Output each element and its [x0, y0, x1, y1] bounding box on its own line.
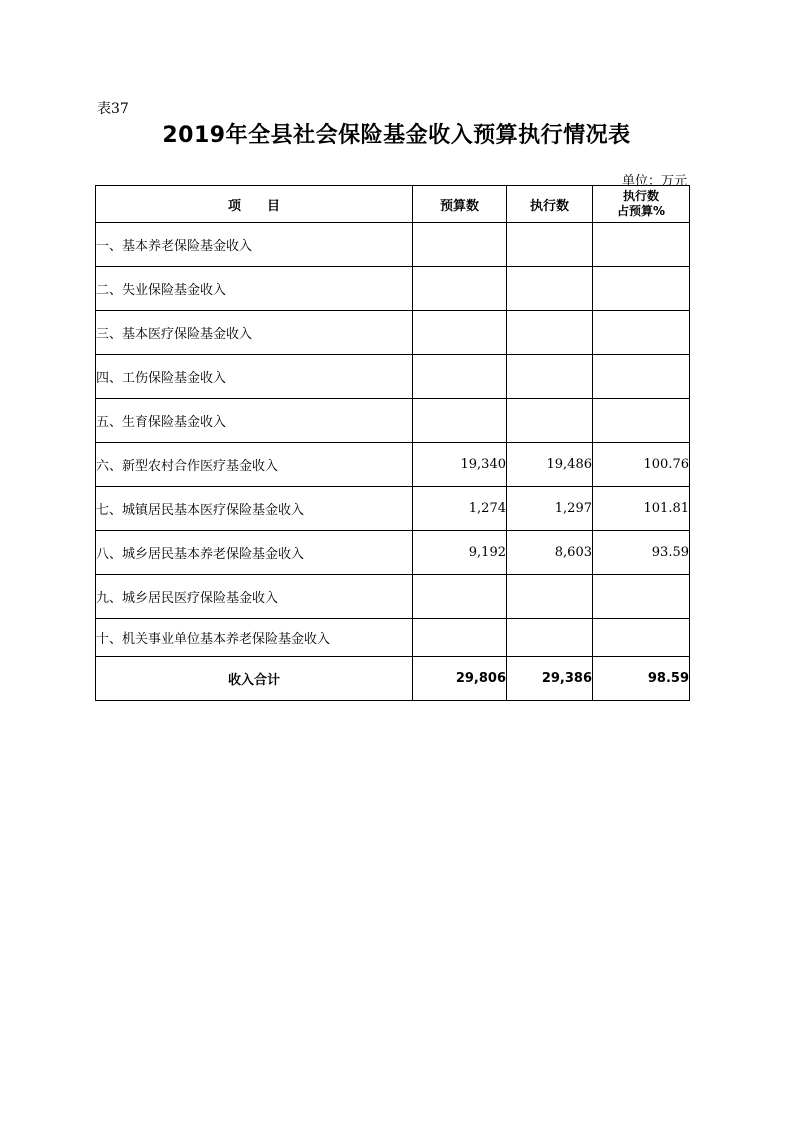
total-row	[96, 657, 690, 701]
ratio-cell	[593, 355, 690, 399]
table-row	[96, 399, 690, 443]
item-cell: 二、失业保险基金收入	[96, 267, 413, 311]
ratio-cell	[593, 311, 690, 355]
executed-cell	[507, 223, 593, 267]
item-cell: 四、工伤保险基金收入	[96, 355, 413, 399]
item-cell: 六、新型农村合作医疗基金收入	[96, 443, 413, 487]
ratio-cell	[593, 267, 690, 311]
header-item: 项 目	[96, 186, 413, 223]
table-row	[96, 311, 690, 355]
item-cell: 三、基本医疗保险基金收入	[96, 311, 413, 355]
executed-cell	[507, 619, 593, 657]
header-ratio	[593, 186, 690, 223]
ratio-cell	[593, 399, 690, 443]
total-budget: 29,806	[413, 657, 507, 701]
table-row	[96, 355, 690, 399]
ratio-cell: 100.76	[593, 443, 690, 487]
item-cell: 五、生育保险基金收入	[96, 399, 413, 443]
table-row	[96, 223, 690, 267]
executed-cell	[507, 575, 593, 619]
executed-cell	[507, 311, 593, 355]
budget-cell	[413, 575, 507, 619]
budget-cell	[413, 311, 507, 355]
ratio-cell	[593, 223, 690, 267]
table-header-row	[96, 186, 690, 223]
table-number-label: 表37	[97, 101, 129, 117]
table-body	[96, 223, 690, 701]
total-ratio: 98.59	[593, 657, 690, 701]
table-row	[96, 531, 690, 575]
page-title: 2019年全县社会保险基金收入预算执行情况表	[162, 123, 631, 148]
executed-cell	[507, 267, 593, 311]
budget-cell: 1,274	[413, 487, 507, 531]
header-executed: 执行数	[507, 186, 593, 223]
ratio-cell	[593, 575, 690, 619]
table-row	[96, 267, 690, 311]
ratio-cell: 101.81	[593, 487, 690, 531]
item-cell: 一、基本养老保险基金收入	[96, 223, 413, 267]
ratio-cell: 93.59	[593, 531, 690, 575]
budget-cell	[413, 399, 507, 443]
unit-note: 单位：万元	[621, 174, 687, 189]
budget-cell	[413, 355, 507, 399]
table-row	[96, 443, 690, 487]
budget-cell	[413, 267, 507, 311]
executed-cell: 19,486	[507, 443, 593, 487]
table-row	[96, 619, 690, 657]
budget-execution-table	[95, 185, 690, 701]
header-ratio-line2: 占预算%	[616, 204, 666, 218]
total-label: 收入合计	[96, 657, 413, 701]
budget-cell: 9,192	[413, 531, 507, 575]
total-executed: 29,386	[507, 657, 593, 701]
executed-cell	[507, 399, 593, 443]
ratio-cell	[593, 619, 690, 657]
item-cell: 七、城镇居民基本医疗保险基金收入	[96, 487, 413, 531]
executed-cell: 8,603	[507, 531, 593, 575]
item-cell: 九、城乡居民医疗保险基金收入	[96, 575, 413, 619]
executed-cell	[507, 355, 593, 399]
budget-cell	[413, 619, 507, 657]
item-cell: 十、机关事业单位基本养老保险基金收入	[96, 619, 413, 657]
item-cell: 八、城乡居民基本养老保险基金收入	[96, 531, 413, 575]
header-ratio-line1: 执行数	[622, 189, 659, 203]
executed-cell: 1,297	[507, 487, 593, 531]
budget-cell: 19,340	[413, 443, 507, 487]
budget-cell	[413, 223, 507, 267]
table-row	[96, 487, 690, 531]
header-budget: 预算数	[413, 186, 507, 223]
table-row	[96, 575, 690, 619]
